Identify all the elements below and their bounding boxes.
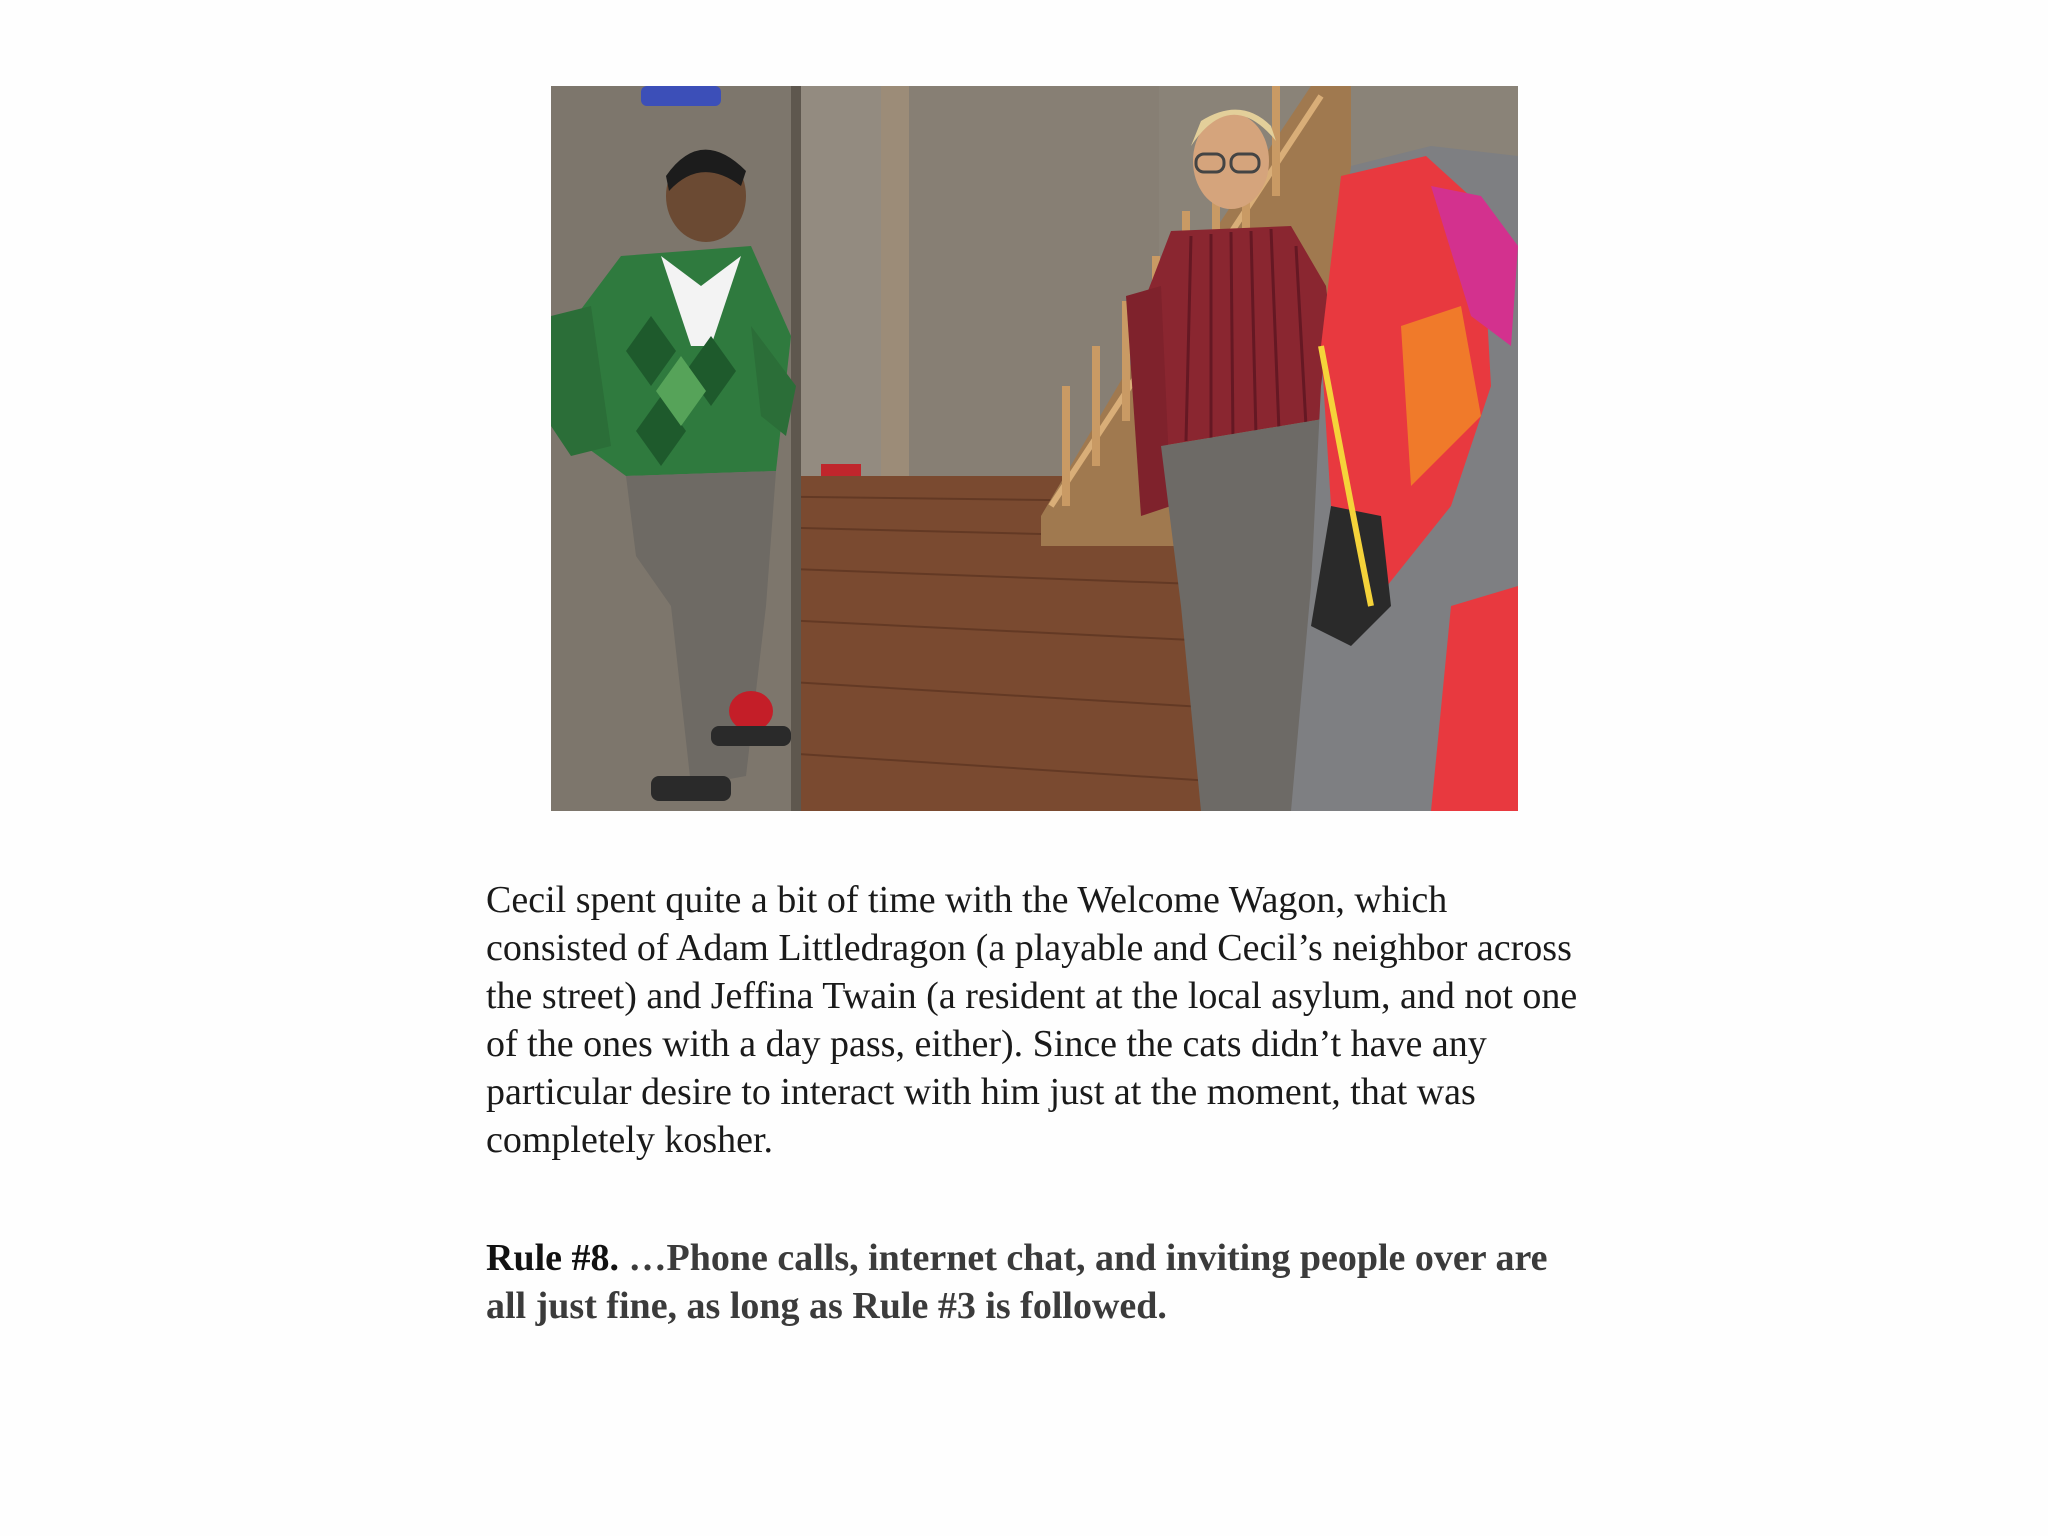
rule-body: …Phone calls, internet chat, and inviting people over are all just fine, as long as Rule #3 is followed. <box>486 1237 1548 1327</box>
narrative-paragraph: Cecil spent quite a bit of time with the Welcome Wagon, which consisted of Adam Littledragon (a playable and Cecil’s neighbor across the street) and Jeffina Twain (a resident at the local asylum, and not one of the ones with a day pass, either). Since the cats didn’t have any particular desire to interact with him just at the moment, that was completely kosher. <box>486 879 1578 1161</box>
ui-badge <box>641 86 721 106</box>
rule-label: Rule #8. <box>486 1237 619 1279</box>
wooden-post <box>881 86 909 516</box>
game-scene-illustration <box>551 86 1518 811</box>
game-screenshot <box>551 86 1518 811</box>
rule-statement <box>486 1234 1586 1330</box>
ball <box>729 691 773 731</box>
